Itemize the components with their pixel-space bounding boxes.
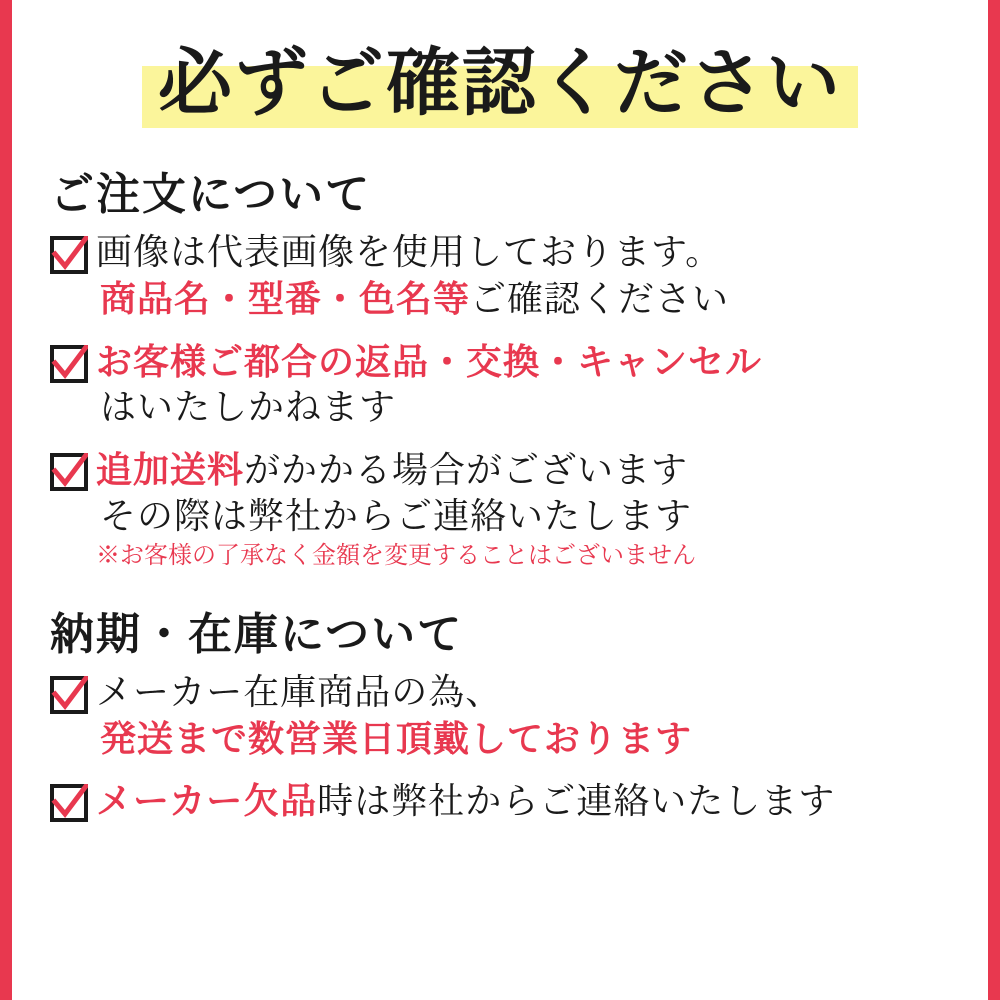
item-line-2-red: 商品名・型番・色名等 [100, 278, 471, 321]
section-heading-delivery: 納期・在庫について [50, 608, 464, 660]
item-line-1: 画像は代表画像を使用しております。 [96, 232, 723, 273]
item-line-1: メーカー在庫商品の為、 [96, 671, 503, 713]
item-line-1-black: 時は弊社からご連絡いたします [317, 780, 836, 822]
item-line-1: お客様ご都合の返品・交換・キャンセル [96, 341, 763, 384]
list-item [50, 447, 958, 571]
item-line-1-red: 追加送料 [96, 449, 245, 492]
checkbox-checked-icon [50, 345, 88, 383]
section-heading-order: ご注文について [50, 169, 372, 220]
left-red-bar [0, 0, 12, 1000]
title-text: 必ずご確認ください [158, 40, 842, 126]
notice-content [12, 0, 988, 1000]
item-line-2: はいたしかねます [100, 387, 397, 429]
item-line-2: その際は弊社からご連絡いたします [100, 496, 693, 538]
item-note: ※お客様の了承なく金額を変更することはございません [96, 541, 696, 570]
list-item [50, 778, 958, 825]
page-title [42, 40, 958, 130]
list-item [50, 230, 958, 323]
item-line-1-red: メーカー欠品 [96, 779, 318, 822]
checkbox-checked-icon [50, 784, 88, 822]
checkbox-checked-icon [50, 676, 88, 714]
item-line-2: 発送まで数営業日頂戴しております [100, 717, 693, 760]
item-line-2-black: ご確認ください [470, 279, 730, 321]
list-item [50, 339, 958, 431]
list-item [50, 670, 958, 762]
checkbox-checked-icon [50, 236, 88, 274]
checkbox-checked-icon [50, 453, 88, 491]
right-red-bar [988, 0, 1000, 1000]
item-line-1-black: がかかる場合がございます [244, 450, 689, 492]
